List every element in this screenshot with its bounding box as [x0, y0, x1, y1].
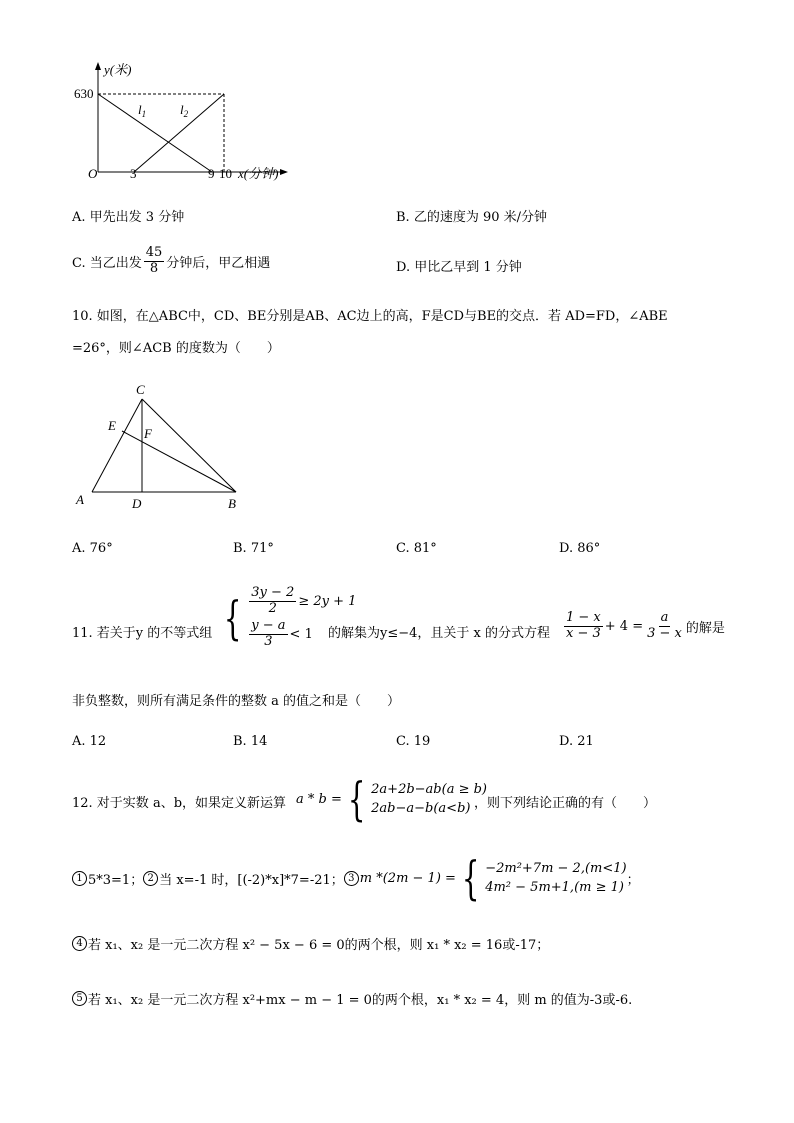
x-axis-label: x(分钟)	[238, 166, 279, 181]
x-tick-3: 3	[130, 166, 137, 181]
fraction-ineq1	[249, 586, 296, 617]
q9-option-c	[72, 246, 270, 277]
q11-option-d: D. 21	[559, 734, 594, 749]
q12-suffix: ，则下列结论正确的有（ ）	[474, 796, 657, 811]
circled-3-icon: 3	[344, 871, 359, 886]
triangle-figure	[70, 376, 250, 516]
q11-option-b: B. 14	[233, 734, 268, 749]
statement-3-cases	[485, 861, 626, 895]
definition-cases	[371, 782, 487, 816]
side-bc	[142, 399, 236, 492]
label-a: A	[76, 492, 84, 507]
statement-5: 若 x₁、x₂ 是一元二次方程 x²+mx − m − 1 = 0的两个根，x₁ * x₂ = 4，则 m 的值为-3或-6.	[88, 993, 633, 1008]
line-l1	[98, 94, 212, 172]
q12-statement-4-row	[72, 934, 549, 953]
distance-time-graph	[74, 58, 310, 190]
fraction-eq1	[564, 611, 603, 642]
q11-fraction-equation	[562, 611, 725, 642]
q9-option-b: B. 乙的速度为 90 米/分钟	[396, 210, 548, 225]
q11-option-a: A. 12	[72, 734, 107, 749]
inequality-2-rhs: < 1	[289, 626, 313, 642]
fraction-numerator: 3y − 2	[251, 585, 295, 600]
label-d: D	[132, 496, 142, 511]
fraction-ineq2	[249, 619, 287, 650]
statement-4: 若 x₁、x₂ 是一元二次方程 x² − 5x − 6 = 0的两个根，则 x₁ * x₂ = 16或-17；	[88, 938, 550, 953]
altitude-be	[122, 431, 236, 492]
line-l1-label: $l_1$	[138, 102, 147, 119]
circled-1-icon: 1	[72, 871, 87, 886]
statement-2: 当 x=-1 时，[(-2)*x]*7=-21；	[159, 872, 344, 888]
statement-3-lhs: m *(2m − 1) =	[359, 870, 456, 886]
line-l2-label: $l_2$	[180, 102, 189, 119]
q12-statement-5-row	[72, 989, 632, 1008]
statement-3-end: ；	[626, 872, 640, 888]
fraction-denominator: 8	[149, 260, 159, 276]
q11-option-c: C. 19	[396, 734, 431, 749]
q12-definition	[296, 772, 488, 826]
inequality-1-rhs: ≥ 2y + 1	[298, 593, 357, 609]
label-f: F	[144, 426, 152, 441]
fraction-45-8	[144, 246, 165, 277]
brace-icon: {	[223, 590, 242, 645]
q11-middle-text: 的解集为y≤−4，且关于 x 的分式方程	[328, 626, 550, 641]
statement-3-case-1: −2m²+7m − 2,(m<1)	[485, 861, 627, 876]
fraction-denominator: 3 − x	[647, 625, 682, 641]
circled-4-icon: 4	[72, 936, 87, 951]
q10-option-a: A. 76°	[72, 541, 113, 556]
fraction-eq2	[645, 611, 684, 642]
brace-icon: {	[461, 851, 480, 905]
definition-case-1: 2a+2b−ab(a ≥ b)	[371, 782, 488, 797]
label-c: C	[136, 382, 145, 397]
statement-3-case-2: 4m² − 5m+1,(m ≥ 1)	[485, 880, 624, 895]
inequality-1	[247, 586, 356, 617]
side-ac	[92, 399, 142, 492]
q12-operator: a * b =	[296, 791, 342, 807]
y-tick-630: 630	[74, 86, 94, 101]
fraction-denominator: x − 3	[566, 625, 601, 641]
q9-option-c-prefix: C. 当乙出发	[72, 255, 142, 271]
definition-case-2: 2ab−a−b(a<b)	[371, 801, 471, 816]
q9-option-a: A. 甲先出发 3 分钟	[72, 210, 185, 225]
q10-option-d: D. 86°	[559, 541, 601, 556]
q11-text-line2: 非负整数，则所有满足条件的整数 a 的值之和是（ ）	[72, 694, 401, 709]
q12-prefix: 12. 对于实数 a、b，如果定义新运算	[72, 796, 287, 811]
q10-option-c: C. 81°	[396, 541, 437, 556]
x-tick-9: 9	[208, 166, 215, 181]
q9-option-c-suffix: 分钟后，甲乙相遇	[166, 255, 271, 271]
fraction-denominator: 3	[264, 633, 273, 649]
fraction-numerator: y − a	[251, 617, 286, 633]
q10-text-line1: 10. 如图，在△ABC中，CD、BE分别是AB、AC边上的高，F是CD与BE的交点．若 AD=FD，∠ABE	[72, 309, 668, 324]
statement-1: 5*3=1；	[88, 872, 144, 888]
origin-label: O	[88, 166, 98, 181]
x-tick-10: 10	[219, 166, 232, 181]
fraction-denominator: 2	[268, 600, 277, 616]
fraction-numerator: a	[660, 610, 669, 625]
brace-icon: {	[347, 772, 366, 826]
y-axis-label: y(米)	[104, 62, 132, 77]
q11-suffix: 的解是	[685, 620, 725, 636]
q10-text-line2: =26°，则∠ACB 的度数为（ ）	[72, 341, 280, 356]
q10-option-b: B. 71°	[233, 541, 274, 556]
q11-prefix: 11. 若关于y 的不等式组	[72, 626, 213, 641]
q9-option-d: D. 甲比乙早到 1 分钟	[396, 260, 522, 275]
fraction-numerator: 45	[145, 245, 163, 260]
q12-statements-1-3	[72, 851, 640, 905]
x-axis-arrow	[280, 169, 288, 175]
fraction-numerator: 1 − x	[566, 610, 601, 625]
label-b: B	[228, 496, 236, 511]
y-axis-arrow	[95, 62, 101, 70]
circled-2-icon: 2	[143, 871, 158, 886]
equation-plus-equals: + 4 =	[604, 618, 644, 634]
line-l2	[134, 94, 224, 172]
label-e: E	[108, 418, 116, 433]
circled-5-icon: 5	[72, 991, 87, 1006]
